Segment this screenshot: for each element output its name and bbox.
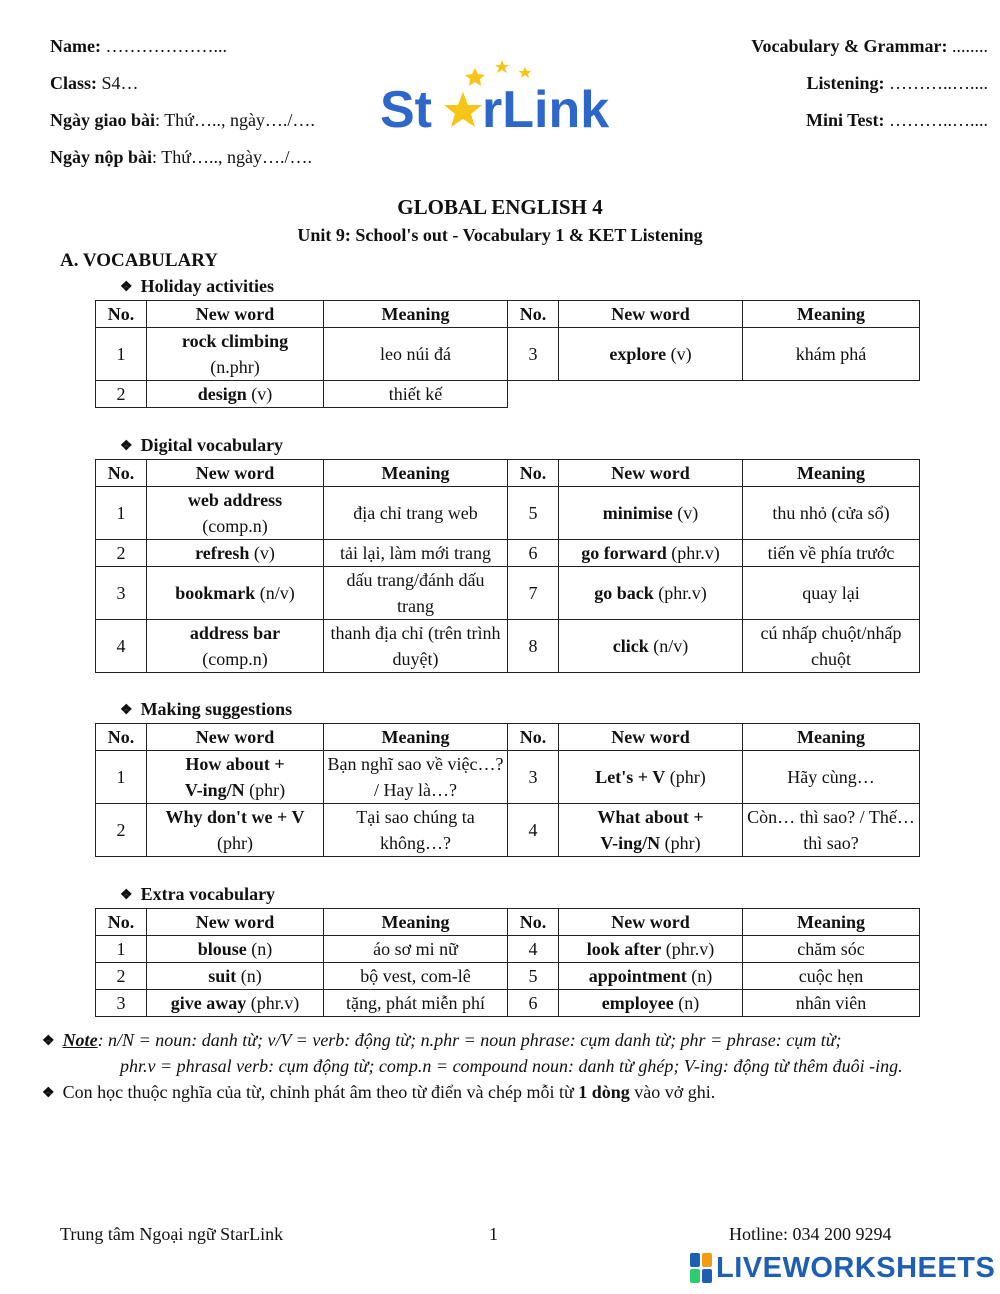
footer-center-name: Trung tâm Ngoại ngữ StarLink	[60, 1224, 284, 1244]
word-meaning: Hãy cùng…	[743, 751, 920, 804]
col-meaning: Meaning	[743, 301, 920, 328]
word-pos: (n.phr)	[210, 357, 260, 377]
vocab-word	[147, 328, 324, 381]
table-row	[96, 487, 920, 540]
name-label: Name:	[50, 36, 101, 56]
listening-value: ………..…....	[884, 73, 988, 93]
suggestions-heading-text: Making suggestions	[140, 699, 293, 719]
word-meaning: cuộc hẹn	[743, 963, 920, 990]
word-text: web address	[187, 490, 283, 510]
word-text: click	[612, 636, 649, 656]
word-pos: (n)	[686, 966, 713, 986]
word-pos: (phr.v)	[246, 993, 300, 1013]
diamond-bullet-icon: ❖	[42, 1086, 55, 1101]
assign-date-field	[50, 109, 315, 131]
vocab-word	[147, 620, 324, 673]
class-field	[50, 72, 139, 94]
word-meaning: khám phá	[743, 328, 920, 381]
word-pos: (comp.n)	[202, 516, 268, 536]
word-pos: (comp.n)	[202, 649, 268, 669]
word-text: give away	[170, 993, 247, 1013]
word-meaning: thanh địa chỉ (trên trình duyệt)	[324, 620, 508, 673]
table-row	[96, 328, 920, 381]
word-pos: (v)	[249, 543, 275, 563]
vocab-word	[559, 487, 743, 540]
vocab-grammar-score	[751, 35, 988, 57]
word-text: address bar	[189, 623, 281, 643]
row-number: 4	[96, 620, 147, 673]
word-text: minimise	[602, 503, 673, 523]
vocab-word	[559, 936, 743, 963]
col-meaning: Meaning	[743, 460, 920, 487]
row-number: 2	[96, 381, 147, 408]
col-no: No.	[96, 909, 147, 936]
table-header-row	[96, 909, 920, 936]
col-meaning: Meaning	[743, 724, 920, 751]
word-pos: (phr)	[665, 767, 706, 787]
vocab-word	[559, 990, 743, 1017]
worksheet-title: GLOBAL ENGLISH 4	[397, 195, 603, 219]
table-row	[96, 381, 920, 408]
extra-table	[95, 908, 920, 1017]
row-number: 6	[508, 540, 559, 567]
word-text-line2: V-ing/N	[600, 833, 661, 853]
word-pos: (n/v)	[648, 636, 689, 656]
word-meaning: Còn… thì sao? / Thế… thì sao?	[743, 804, 920, 857]
starlink-logo	[378, 60, 628, 140]
submit-date-label: Ngày nộp bài	[50, 147, 153, 167]
word-meaning: cú nhấp chuột/nhấp chuột	[743, 620, 920, 673]
col-word: New word	[147, 460, 324, 487]
word-text: explore	[609, 344, 667, 364]
instruction-part-2: vào vở ghi.	[629, 1082, 716, 1102]
extra-heading	[120, 884, 275, 905]
word-meaning: thu nhỏ (cửa sổ)	[743, 487, 920, 540]
note-line-2: phr.v = phrasal verb: cụm động từ; comp.n = compound noun: danh từ ghép; V-ing: động từ thêm đuôi -ing.	[120, 1056, 903, 1076]
col-word: New word	[147, 301, 324, 328]
table-row	[96, 620, 920, 673]
diamond-bullet-icon: ❖	[120, 703, 133, 718]
word-pos: (n)	[246, 939, 273, 959]
word-text: rock climbing	[181, 331, 289, 351]
section-a-heading: A. VOCABULARY	[60, 250, 219, 271]
vocab-word	[559, 567, 743, 620]
word-text: look after	[586, 939, 662, 959]
note-label: Note	[62, 1030, 98, 1050]
vocab-word	[147, 751, 324, 804]
col-no: No.	[508, 724, 559, 751]
logo-star-3-icon	[519, 67, 531, 78]
abbreviation-note	[42, 1027, 842, 1056]
footer-hotline: Hotline: 034 200 9294	[729, 1224, 892, 1244]
unit-title: Unit 9: School's out - Vocabulary 1 & KET Listening	[297, 225, 703, 245]
assign-date-value: : Thứ….., ngày…./….	[155, 110, 315, 130]
table-header-row	[96, 301, 920, 328]
col-no: No.	[508, 460, 559, 487]
col-word: New word	[559, 460, 743, 487]
word-meaning: quay lại	[743, 567, 920, 620]
col-no: No.	[508, 301, 559, 328]
vocab-word	[147, 540, 324, 567]
word-pos: (phr)	[660, 833, 701, 853]
word-text: employee	[601, 993, 674, 1013]
instruction-part-1: Con học thuộc nghĩa của từ, chỉnh phát âm theo từ điển và chép mỗi từ	[62, 1082, 579, 1102]
row-number: 3	[96, 990, 147, 1017]
assign-date-label: Ngày giao bài	[50, 110, 156, 130]
col-no: No.	[96, 724, 147, 751]
row-number: 2	[96, 963, 147, 990]
vocab-grammar-label: Vocabulary & Grammar:	[751, 36, 948, 56]
table-row	[96, 567, 920, 620]
word-pos: (phr.v)	[653, 583, 707, 603]
word-text: refresh	[195, 543, 250, 563]
vocab-word	[559, 620, 743, 673]
instruction-emphasis: 1 dòng	[578, 1082, 630, 1102]
word-meaning: thiết kế	[324, 381, 508, 408]
word-text: Why don't we + V	[165, 807, 305, 827]
word-text: go forward	[581, 543, 667, 563]
holiday-heading	[120, 276, 274, 297]
row-number: 3	[508, 328, 559, 381]
diamond-bullet-icon: ❖	[120, 888, 133, 903]
minitest-value: ………..…....	[884, 110, 988, 130]
submit-date-value: : Thứ….., ngày…./….	[152, 147, 312, 167]
col-word: New word	[147, 724, 324, 751]
table-row	[96, 990, 920, 1017]
liveworksheets-watermark	[690, 1252, 995, 1284]
word-meaning: Bạn nghĩ sao về việc…? / Hay là…?	[324, 751, 508, 804]
table-row	[96, 963, 920, 990]
page-number: 1	[489, 1224, 498, 1244]
row-number: 3	[96, 567, 147, 620]
table-row	[96, 936, 920, 963]
name-value: ………………...	[100, 36, 227, 56]
empty-cell	[508, 381, 920, 408]
table-row	[96, 804, 920, 857]
word-meaning: địa chỉ trang web	[324, 487, 508, 540]
listening-score	[806, 72, 988, 94]
col-word: New word	[559, 724, 743, 751]
word-pos: (phr)	[244, 780, 286, 800]
word-pos: (v)	[246, 384, 273, 404]
row-number: 1	[96, 328, 147, 381]
word-meaning: bộ vest, com-lê	[324, 963, 508, 990]
row-number: 4	[508, 936, 559, 963]
logo-inline-star-icon	[444, 92, 482, 127]
logo-star-2-icon	[495, 60, 509, 73]
name-field	[50, 35, 227, 57]
col-no: No.	[96, 301, 147, 328]
minitest-score	[806, 109, 988, 131]
row-number: 1	[96, 751, 147, 804]
vocab-word	[559, 328, 743, 381]
word-meaning: Tại sao chúng ta không…?	[324, 804, 508, 857]
row-number: 6	[508, 990, 559, 1017]
note-line-1: : n/N = noun: danh từ; v/V = verb: động từ; n.phr = noun phrase: cụm danh từ; phr = phrase: cụm từ;	[97, 1030, 842, 1050]
study-instruction	[42, 1079, 715, 1108]
vocab-grammar-value: ........	[947, 36, 988, 56]
table-row	[96, 540, 920, 567]
word-text: Let's + V	[595, 767, 666, 787]
submit-date-field	[50, 146, 312, 168]
word-meaning: tải lại, làm mới trang	[324, 540, 508, 567]
word-pos: (phr.v)	[666, 543, 720, 563]
vocab-word	[147, 936, 324, 963]
col-meaning: Meaning	[324, 301, 508, 328]
word-pos: (n)	[236, 966, 262, 986]
col-word: New word	[559, 909, 743, 936]
col-word: New word	[559, 301, 743, 328]
row-number: 2	[96, 804, 147, 857]
word-meaning: leo núi đá	[324, 328, 508, 381]
row-number: 5	[508, 487, 559, 540]
word-text: go back	[594, 583, 654, 603]
vocab-word	[559, 540, 743, 567]
word-meaning: tặng, phát miễn phí	[324, 990, 508, 1017]
row-number: 8	[508, 620, 559, 673]
row-number: 5	[508, 963, 559, 990]
vocab-word	[147, 567, 324, 620]
logo-text-end: rLink	[482, 81, 610, 139]
word-text: appointment	[588, 966, 687, 986]
liveworksheets-logo-icon	[690, 1253, 712, 1283]
diamond-bullet-icon: ❖	[120, 280, 133, 295]
table-header-row	[96, 724, 920, 751]
vocab-word	[559, 963, 743, 990]
word-meaning: tiến về phía trước	[743, 540, 920, 567]
vocab-word	[147, 990, 324, 1017]
word-meaning: chăm sóc	[743, 936, 920, 963]
word-text: blouse	[197, 939, 247, 959]
holiday-heading-text: Holiday activities	[140, 276, 275, 296]
class-label: Class:	[50, 73, 98, 93]
minitest-label: Mini Test:	[805, 110, 885, 130]
word-pos: (phr)	[217, 833, 253, 853]
table-header-row	[96, 460, 920, 487]
row-number: 4	[508, 804, 559, 857]
extra-heading-text: Extra vocabulary	[140, 884, 276, 904]
digital-heading-text: Digital vocabulary	[140, 435, 284, 455]
logo-text-start: St	[380, 81, 432, 139]
row-number: 1	[96, 487, 147, 540]
digital-heading	[120, 435, 283, 456]
col-meaning: Meaning	[324, 724, 508, 751]
diamond-bullet-icon: ❖	[120, 439, 133, 454]
holiday-table	[95, 300, 920, 408]
word-text: suit	[208, 966, 237, 986]
listening-label: Listening:	[806, 73, 885, 93]
word-pos: (v)	[672, 503, 699, 523]
word-text: design	[197, 384, 247, 404]
col-meaning: Meaning	[324, 460, 508, 487]
word-meaning: dấu trang/đánh dấu trang	[324, 567, 508, 620]
vocab-word	[559, 751, 743, 804]
vocab-word	[559, 804, 743, 857]
watermark-text: LIVEWORKSHEETS	[716, 1251, 996, 1284]
word-meaning: áo sơ mi nữ	[324, 936, 508, 963]
row-number: 7	[508, 567, 559, 620]
col-word: New word	[147, 909, 324, 936]
col-no: No.	[508, 909, 559, 936]
table-row	[96, 751, 920, 804]
col-no: No.	[96, 460, 147, 487]
row-number: 3	[508, 751, 559, 804]
vocab-word	[147, 804, 324, 857]
vocab-word	[147, 487, 324, 540]
col-meaning: Meaning	[324, 909, 508, 936]
word-text: How about +	[185, 754, 285, 774]
row-number: 2	[96, 540, 147, 567]
word-text-line2: V-ing/N	[184, 780, 245, 800]
word-pos: (n/v)	[255, 583, 295, 603]
diamond-bullet-icon: ❖	[42, 1034, 55, 1049]
word-text: What about +	[597, 807, 704, 827]
vocab-word	[147, 963, 324, 990]
row-number: 1	[96, 936, 147, 963]
col-meaning: Meaning	[743, 909, 920, 936]
digital-table	[95, 459, 920, 673]
word-pos: (v)	[666, 344, 692, 364]
class-value: S4…	[97, 73, 139, 93]
vocab-word	[147, 381, 324, 408]
word-meaning: nhân viên	[743, 990, 920, 1017]
suggestions-heading	[120, 699, 292, 720]
word-pos: (phr.v)	[661, 939, 715, 959]
word-pos: (n)	[673, 993, 700, 1013]
suggestions-table	[95, 723, 920, 857]
word-text: bookmark	[175, 583, 256, 603]
